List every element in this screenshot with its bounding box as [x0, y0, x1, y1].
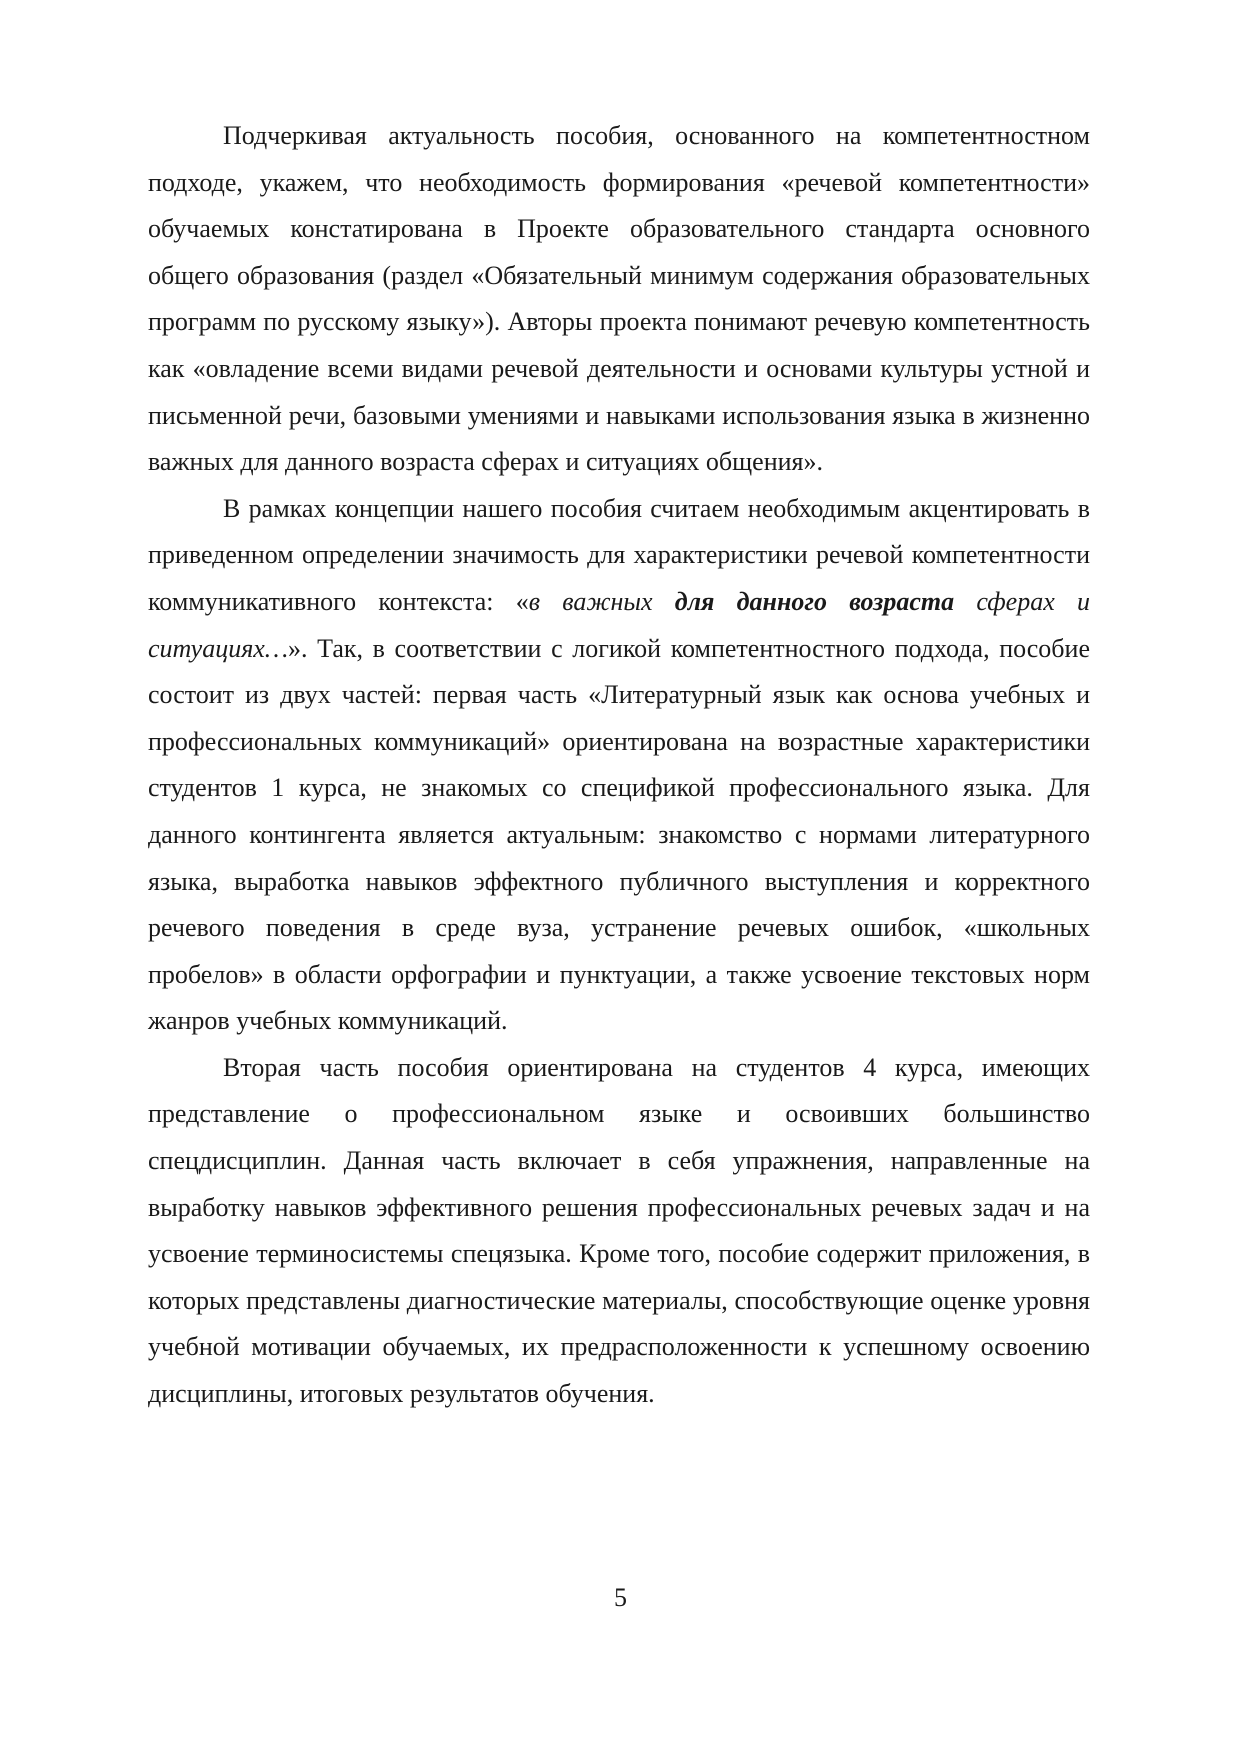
- paragraph-2-intro: В рамках концепции нашего пособия считаем необходимым акцентировать в приведенном определении значимость для характеристики речевой компетентности коммуникативного контекста: «: [148, 493, 1090, 616]
- quote-italic-end: сферах и ситуациях…: [148, 586, 1090, 663]
- page-number: 5: [614, 1583, 627, 1612]
- paragraph-1: Подчеркивая актуальность пособия, основанного на компетентностном подходе, укажем, что необходимость формирования «речевой компетентности» обучаемых констатирована в Проекте образовательного стандарта основного общего образования (раздел «Обязательный минимум содержания образовательных программ по русскому языку»). Авторы проекта понимают речевую компетентность как «овладение всеми видами речевой деятельности и основами культуры устной и письменной речи, базовыми умениями и навыками использования языка в жизненно важных для данного возраста сферах и ситуациях общения».: [148, 121, 1090, 477]
- quote-italic-start: в важных: [528, 586, 675, 616]
- paragraph-2-rest: ». Так, в соответствии с логикой компетентностного подхода, пособие состоит из двух частей: первая часть «Литературный язык как основа учебных и профессиональных коммуникаций» ориентирована на возрастные характеристики студентов 1 курса, не знакомых со спецификой профессионального языка. Для данного контингента является актуальным: знакомство с нормами литературного языка, выработка навыков эффектного публичного выступления и корректного речевого поведения в среде вуза, устранение речевых ошибок, «школьных пробелов» в области орфографии и пунктуации, а также усвоение текстовых норм жанров учебных коммуникаций.: [148, 633, 1090, 1036]
- paragraph-3: Вторая часть пособия ориентирована на студентов 4 курса, имеющих представление о профессиональном языке и освоивших большинство спецдисциплин. Данная часть включает в себя упражнения, направленные на выработку навыков эффективного решения профессиональных речевых задач и на усвоение терминосистемы спецязыка. Кроме того, пособие содержит приложения, в которых представлены диагностические материалы, способствующие оценке уровня учебной мотивации обучаемых, их предрасположенности к успешному освоению дисциплины, итоговых результатов обучения.: [148, 1052, 1090, 1409]
- paragraph-2: [148, 486, 1090, 1045]
- quote-bold-italic: для данного возраста: [674, 586, 955, 616]
- body-text: [148, 113, 1090, 1418]
